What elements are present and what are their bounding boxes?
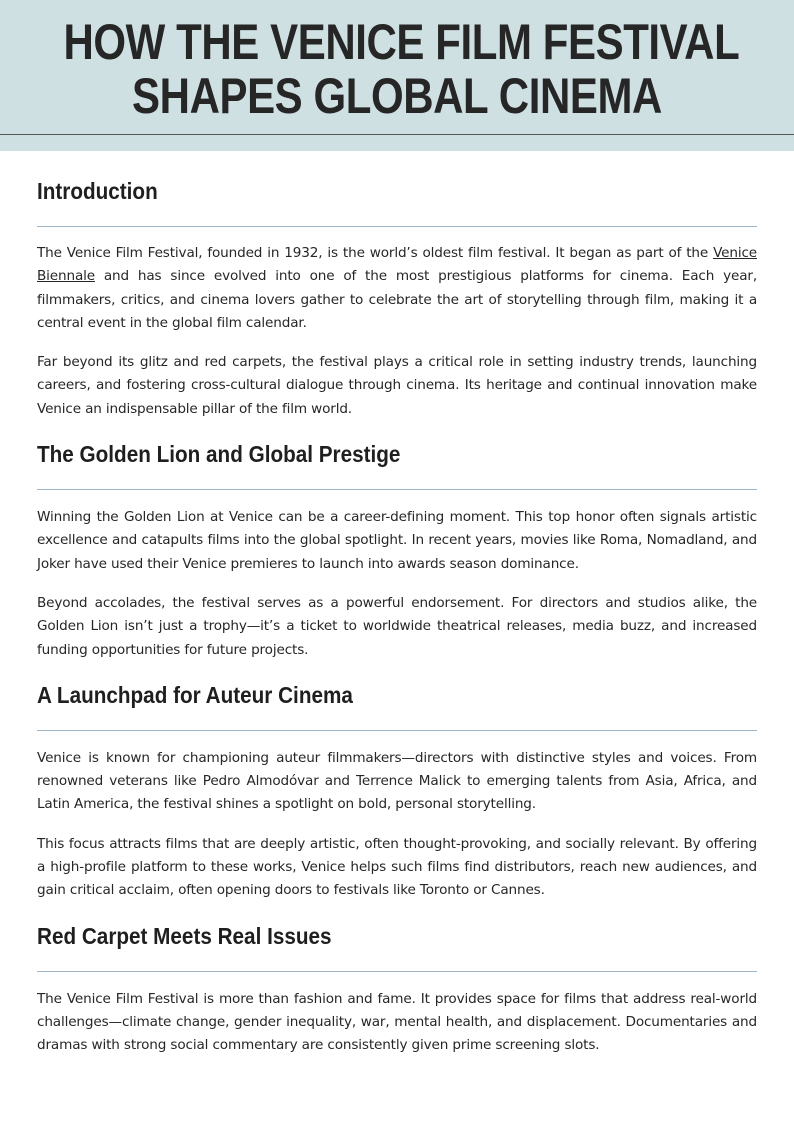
section-real-issues [37,903,757,1058]
section-divider [37,971,757,972]
paragraph: Winning the Golden Lion at Venice can be a career-defining moment. This top honor often signals artistic excellence and catapults films into the global spotlight. In recent years, movies like Roma, Nomadland, and Joker have used their Venice premieres to launch into awards season dominance. [37,509,757,572]
section-heading: Red Carpet Meets Real Issues [37,922,332,949]
paragraph-text: and has since evolved into one of the most prestigious platforms for cinema. Each year, filmmakers, critics, and cinema lovers gather to celebrate the art of storytelling through film, making it a central event in the global film calendar. [37,268,757,331]
paragraph-text: The Venice Film Festival, founded in 1932, is the world’s oldest film festival. It began as part of the [37,245,714,261]
section-golden-lion [37,421,757,662]
section-auteur-cinema [37,662,757,903]
section-introduction [37,152,757,421]
paragraph: The Venice Film Festival is more than fashion and fame. It provides space for films that address real-world challenges—climate change, gender inequality, war, mental health, and displacement. Documentaries and dramas with strong social commentary are consistently given prime screening slots. [37,990,757,1054]
section-heading: A Launchpad for Auteur Cinema [37,681,353,708]
paragraph: Venice is known for championing auteur filmmakers—directors with distinctive styles and voices. From renowned veterans like Pedro Almodóvar and Terrence Malick to emerging talents from Asia, Africa, and Latin America, the festival shines a spotlight on bold, personal storytelling. [37,749,757,813]
section-divider [37,226,757,227]
title-banner [0,0,794,135]
paragraph [37,242,757,335]
section-heading: Introduction [37,178,158,204]
banner-band [0,135,794,151]
paragraph: Far beyond its glitz and red carpets, the festival plays a critical role in setting industry trends, launching careers, and fostering cross-cultural dialogue through cinema. Its heritage and continual innovation make Venice an indispensable pillar of the film world. [37,354,757,417]
article-body [37,152,757,1058]
paragraph: Beyond accolades, the festival serves as a powerful endorsement. For directors and studios alike, the Golden Lion isn’t just a trophy—it’s a ticket to worldwide theatrical releases, media buzz, and increased funding opportunities for future projects. [37,594,757,658]
section-divider [37,730,757,731]
section-heading: The Golden Lion and Global Prestige [37,441,401,468]
page-title-line-1: HOW THE VENICE FILM FESTIVAL [63,14,740,70]
page-title-line-2: SHAPES GLOBAL CINEMA [132,68,662,124]
venice-biennale-link[interactable]: Venice Biennale [37,245,757,285]
paragraph: This focus attracts films that are deeply artistic, often thought-provoking, and socially relevant. By offering a high-profile platform to these works, Venice helps such films find distributors, reach new audiences, and gain critical acclaim, often opening doors to festivals like Toronto or Cannes. [37,835,757,899]
section-divider [37,489,757,490]
